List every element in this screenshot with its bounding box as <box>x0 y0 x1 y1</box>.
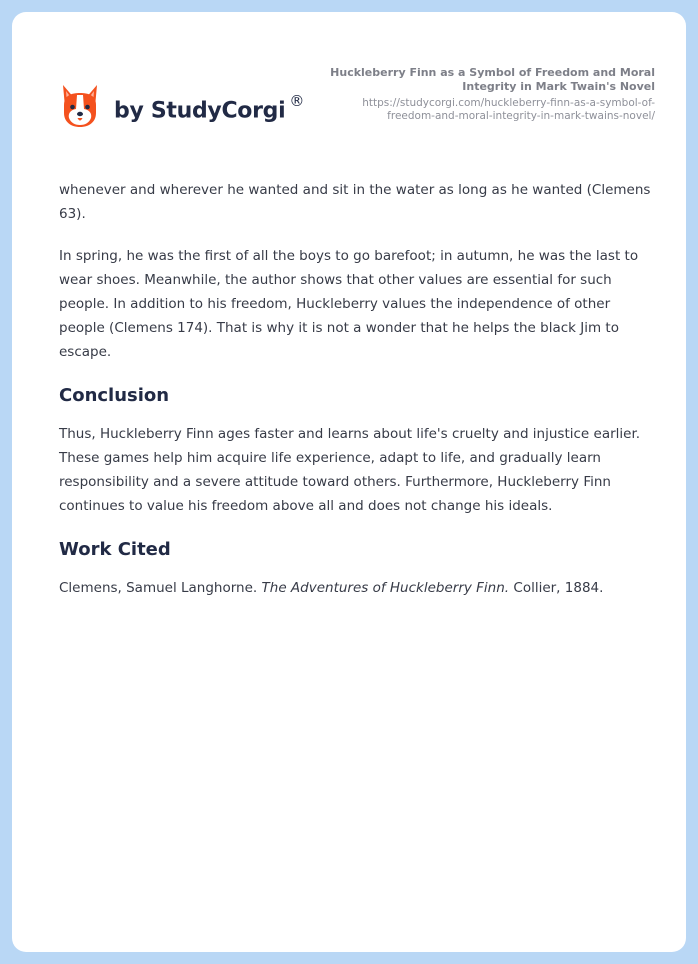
source-info <box>325 66 655 123</box>
citation-author: Clemens, Samuel Langhorne. <box>59 580 258 596</box>
citation-publisher: Collier, 1884. <box>513 580 604 596</box>
citation-title: The Adventures of Huckleberry Finn. <box>261 580 510 596</box>
body-paragraph: In spring, he was the first of all the boys to go barefoot; in autumn, he was the last to wear shoes. Meanwhile, the author shows that other values are essential for such people. In addition to his freedom, Huckleberry values the independence of other people (Clemens 174). That is why it is not a wonder that he helps the black Jim to escape. <box>59 248 639 360</box>
body-paragraph: whenever and wherever he wanted and sit in the water as long as he wanted (Clemens 63). <box>59 182 651 222</box>
document-body <box>59 178 659 618</box>
corgi-icon <box>60 83 100 129</box>
citation-entry <box>59 576 659 600</box>
registered-mark: ® <box>289 91 305 110</box>
source-title: Huckleberry Finn as a Symbol of Freedom and Moral Integrity in Mark Twain's Novel <box>330 66 655 93</box>
source-url-link[interactable]: https://studycorgi.com/huckleberry-finn-as-a-symbol-of-freedom-and-moral-integrity-in-mark-twains-novel/ <box>362 97 655 122</box>
works-cited-heading: Work Cited <box>59 539 171 560</box>
conclusion-heading: Conclusion <box>59 385 170 406</box>
brand-name: by StudyCorgi ® <box>114 91 305 124</box>
studycorgi-logo[interactable] <box>60 76 304 136</box>
conclusion-paragraph: Thus, Huckleberry Finn ages faster and learns about life's cruelty and injustice earlier. These games help him acquire life experience, adapt to life, and gradually learn responsibility and a severe attitude toward others. Furthermore, Huckleberry Finn continues to value his freedom above all and does not change his ideals. <box>59 426 641 514</box>
document-page <box>12 12 686 952</box>
